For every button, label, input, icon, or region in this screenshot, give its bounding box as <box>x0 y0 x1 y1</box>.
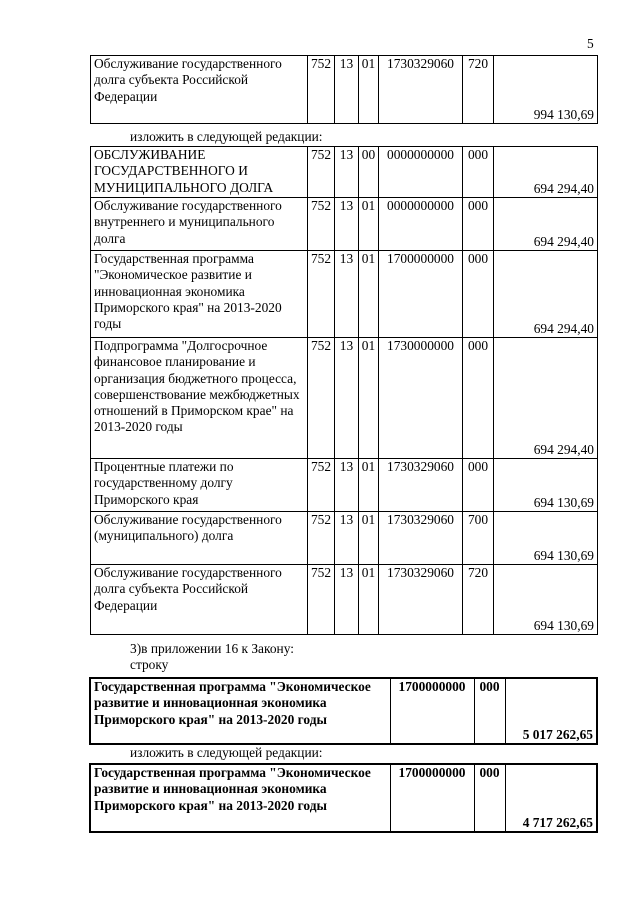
section-code: 13 <box>335 56 359 124</box>
ministry-code: 752 <box>308 198 335 251</box>
table-row <box>91 459 598 512</box>
ministry-code: 752 <box>308 251 335 338</box>
ministry-code: 752 <box>308 512 335 565</box>
target-code: 1730329060 <box>379 565 463 635</box>
ministry-code: 752 <box>308 147 335 198</box>
row-name: Обслуживание государственного внутреннего и муниципального долга <box>91 198 308 251</box>
subsection-code: 01 <box>359 565 379 635</box>
ministry-code: 752 <box>308 338 335 459</box>
section-code: 13 <box>335 338 359 459</box>
section-code: 13 <box>335 459 359 512</box>
expense-type-code: 720 <box>463 56 494 124</box>
amount: 694 294,40 <box>494 147 598 198</box>
expense-type-code: 000 <box>463 251 494 338</box>
amount: 694 294,40 <box>494 198 598 251</box>
table-row <box>91 198 598 251</box>
target-code: 0000000000 <box>379 198 463 251</box>
target-code: 1700000000 <box>379 251 463 338</box>
table-row <box>91 565 598 635</box>
amount: 5 017 262,65 <box>505 678 597 744</box>
expense-type-code: 000 <box>463 459 494 512</box>
instruction-text: изложить в следующей редакции: <box>130 129 323 144</box>
row-name: Подпрограмма "Долгосрочное финансовое планирование и организация бюджетного процесса, совершенствование межбюджетных отношений в Приморском крае" на 2013-2020 годы <box>91 338 308 459</box>
section-code: 13 <box>335 565 359 635</box>
section-code: 13 <box>335 512 359 565</box>
target-code: 1700000000 <box>390 764 474 832</box>
subsection-code: 00 <box>359 147 379 198</box>
target-code: 1730329060 <box>379 459 463 512</box>
table-row <box>91 56 598 124</box>
instruction-text: строку <box>130 657 169 672</box>
instruction-text: 3)в приложении 16 к Закону: <box>130 641 294 656</box>
new-rows-table <box>90 146 598 635</box>
table-row <box>91 338 598 459</box>
section-code: 13 <box>335 147 359 198</box>
expense-type-code: 000 <box>474 764 505 832</box>
ministry-code: 752 <box>308 565 335 635</box>
app16-original-table <box>89 677 598 745</box>
amount: 994 130,69 <box>494 56 598 124</box>
amount: 694 130,69 <box>494 565 598 635</box>
subsection-code: 01 <box>359 512 379 565</box>
table-row <box>91 512 598 565</box>
row-name: Обслуживание государственного долга субъекта Российской Федерации <box>91 565 308 635</box>
row-name: Государственная программа "Экономическое развитие и инновационная экономика Приморского края" на 2013-2020 годы <box>90 764 390 832</box>
amount: 694 130,69 <box>494 459 598 512</box>
subsection-code: 01 <box>359 251 379 338</box>
row-name: Обслуживание государственного (муниципального) долга <box>91 512 308 565</box>
expense-type-code: 000 <box>463 338 494 459</box>
table-row <box>90 678 597 744</box>
target-code: 1730329060 <box>379 512 463 565</box>
expense-type-code: 000 <box>463 198 494 251</box>
section-code: 13 <box>335 251 359 338</box>
row-name: Процентные платежи по государственному долгу Приморского края <box>91 459 308 512</box>
row-name: Государственная программа "Экономическое развитие и инновационная экономика Приморского края" на 2013-2020 годы <box>91 251 308 338</box>
subsection-code: 01 <box>359 56 379 124</box>
expense-type-code: 000 <box>463 147 494 198</box>
page-number: 5 <box>587 36 594 51</box>
table-row <box>91 147 598 198</box>
expense-type-code: 720 <box>463 565 494 635</box>
target-code: 1700000000 <box>390 678 474 744</box>
subsection-code: 01 <box>359 459 379 512</box>
table-row <box>91 251 598 338</box>
original-row-table <box>90 55 598 124</box>
ministry-code: 752 <box>308 56 335 124</box>
target-code: 0000000000 <box>379 147 463 198</box>
expense-type-code: 700 <box>463 512 494 565</box>
instruction-text: изложить в следующей редакции: <box>130 745 323 760</box>
amount: 694 294,40 <box>494 338 598 459</box>
amount: 4 717 262,65 <box>505 764 597 832</box>
subsection-code: 01 <box>359 338 379 459</box>
app16-new-table <box>89 763 598 833</box>
subsection-code: 01 <box>359 198 379 251</box>
section-code: 13 <box>335 198 359 251</box>
target-code: 1730000000 <box>379 338 463 459</box>
expense-type-code: 000 <box>474 678 505 744</box>
row-name: ОБСЛУЖИВАНИЕ ГОСУДАРСТВЕННОГО И МУНИЦИПАЛЬНОГО ДОЛГА <box>91 147 308 198</box>
amount: 694 130,69 <box>494 512 598 565</box>
table-row <box>90 764 597 832</box>
ministry-code: 752 <box>308 459 335 512</box>
row-name: Государственная программа "Экономическое развитие и инновационная экономика Приморского края" на 2013-2020 годы <box>90 678 390 744</box>
target-code: 1730329060 <box>379 56 463 124</box>
amount: 694 294,40 <box>494 251 598 338</box>
row-name: Обслуживание государственного долга субъекта Российской Федерации <box>91 56 308 124</box>
